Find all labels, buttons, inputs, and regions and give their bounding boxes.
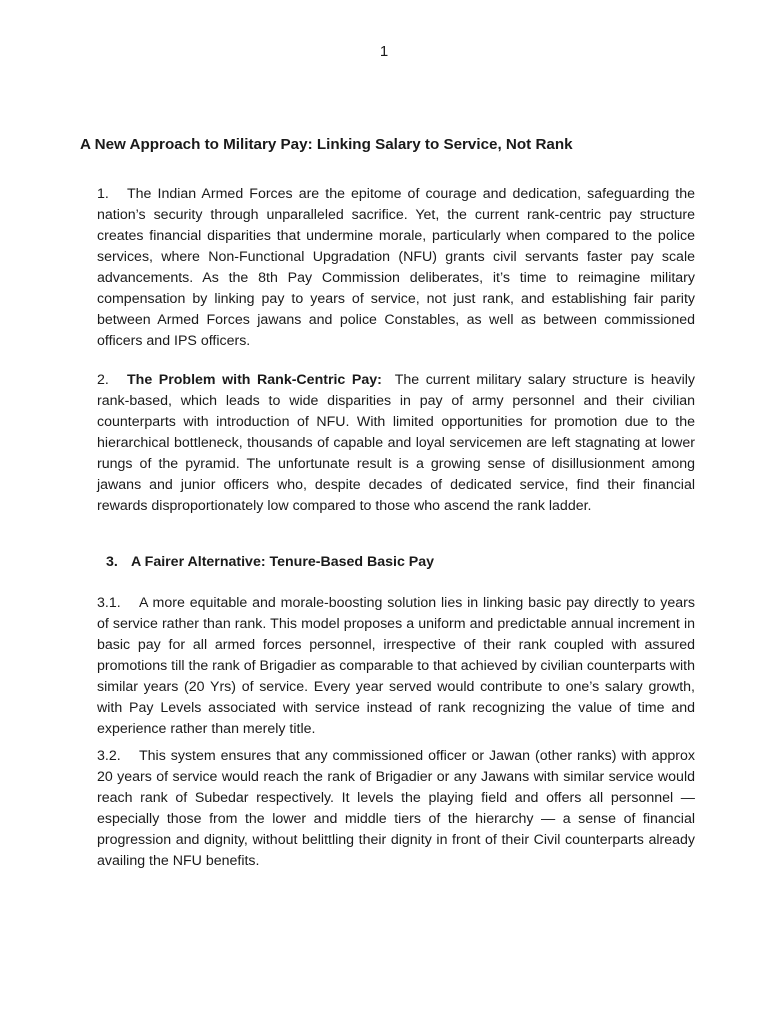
paragraph-3-1-number: 3.1. — [97, 595, 121, 611]
paragraph-1-text: The Indian Armed Forces are the epitome of courage and dedication, safeguarding the nation’s security through unparalleled sacrifice. Yet, the current rank-centric pay structure creates financial disparities that undermine morale, particularly when compared to the police services, where Non-Functional Upgradation (NFU) grants civil servants faster pay scale advancements. As the 8th Pay Commission deliberates, it’s time to reimagine military compensation by linking pay to years of service, not just rank, and establishing fair parity between Armed Forces jawans and police Constables, as well as between commissioned officers and IPS officers. — [97, 186, 695, 349]
paragraph-3-2 — [97, 746, 695, 872]
paragraph-2-heading: The Problem with Rank-Centric Pay: — [127, 372, 382, 388]
section-3-heading — [106, 552, 434, 573]
paragraph-3-1-text: A more equitable and morale-boosting solution lies in linking basic pay directly to years of service rather than rank. This model proposes a uniform and predictable annual increment in basic pay for all armed forces personnel, irrespective of their rank coupled with assured promotions till the rank of Brigadier as comparable to that achieved by civilian counterparts with similar years (20 Yrs) of service. Every year served would contribute to one’s salary growth, with Pay Levels associated with service instead of rank recognizing the value of time and experience rather than merely title. — [97, 595, 695, 737]
paragraph-2-text: The current military salary structure is heavily rank-based, which leads to wide disparities in pay of army personnel and their civilian counterparts with introduction of NFU. With limited opportunities for promotion due to the hierarchical bottleneck, thousands of capable and loyal servicemen are left stagnating at lower rungs of the pyramid. The unfortunate result is a growing sense of disillusionment among jawans and junior officers who, despite decades of dedicated service, find their financial rewards disproportionately low compared to those who ascend the rank ladder. — [97, 372, 695, 514]
paragraph-3-2-text: This system ensures that any commissioned officer or Jawan (other ranks) with approx 20 years of service would reach the rank of Brigadier or any Jawans with similar service would reach rank of Subedar respectively. It levels the playing field and offers all personnel — especially those from the lower and middle tiers of the hierarchy — a sense of financial progression and dignity, without belittling their dignity in front of their Civil counterparts already availing the NFU benefits. — [97, 748, 695, 869]
paragraph-2-number: 2. — [97, 372, 109, 388]
document-title: A New Approach to Military Pay: Linking Salary to Service, Not Rank — [80, 136, 573, 153]
section-3-number: 3. — [106, 554, 118, 570]
paragraph-1-number: 1. — [97, 186, 109, 202]
page-number: 1 — [379, 43, 389, 60]
paragraph-2 — [97, 370, 695, 517]
paragraph-3-2-number: 3.2. — [97, 748, 121, 764]
section-3-heading-text: A Fairer Alternative: Tenure-Based Basic Pay — [131, 554, 435, 570]
paragraph-1 — [97, 184, 695, 352]
paragraph-3-1 — [97, 593, 695, 740]
